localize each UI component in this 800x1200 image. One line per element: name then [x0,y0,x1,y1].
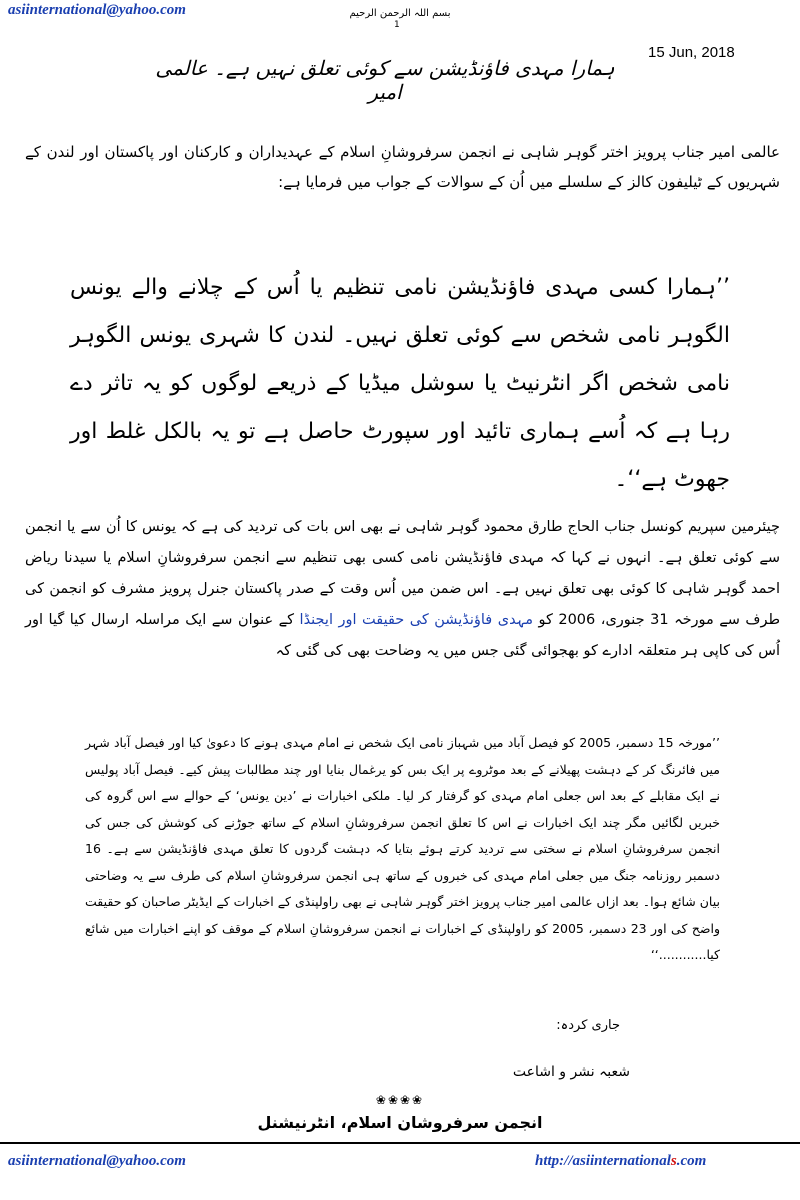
footer-divider [0,1142,800,1144]
chairman-paragraph [25,512,780,667]
url-highlight: s [670,1153,677,1169]
document-title: ہمارا مہدی فاؤنڈیشن سے کوئی تعلق نہیں ہے۔ عالمی امیر [155,56,615,104]
intro-paragraph: عالمی امیر جناب پرویز اختر گوہر شاہی نے انجمن سرفروشانِ اسلام کے عہدیداران و کارکنان اور پاکستان اور لندن کے شہریوں کے ٹیلیفون کالز کے سلسلے میں اُن کے سوالات کے جواب میں فرمایا ہے: [25,143,780,191]
page-number: 1 [394,20,400,30]
footer-website-link[interactable] [535,1153,706,1170]
organization-name: انجمن سرفروشان اسلام، انٹرنیشنل [257,1113,543,1132]
bismillah-text: بسم اللہ الرحمن الرحیم [349,8,451,19]
issued-by-label: جاری کردہ: [556,1018,620,1033]
footer-email[interactable]: asiinternational@yahoo.com [8,1153,186,1169]
header-email[interactable]: asiinternational@yahoo.com [8,2,186,18]
url-part-2: .com [676,1153,707,1169]
chairman-text-before-link: چیئرمین سپریم کونسل جناب الحاج طارق محمود گوہر شاہی نے بھی اس بات کی تردید کی ہے کہ یونس کا اُن سے یا انجمن سے کوئی تعلق ہے۔ انہوں نے کہا کہ مہدی فاؤنڈیشن نامی کسی بھی تنظیم سے انجمن سرفروشانِ اسلام یا سیدنا ریاض احمد گوہر شاہی کا کوئی بھی تعلق نہیں ہے۔ اس ضمن میں اُس وقت کے صدر پاکستان جنرل پرویز مشرف کو انجمن کی طرف سے مورخہ 31 جنوری، 2006 کو [25,519,780,628]
quote-paragraph: ’’ہمارا کسی مہدی فاؤنڈیشن نامی تنظیم یا اُس کے چلانے والے یونس الگوہر نامی شخص سے کوئی تعلق نہیں۔ لندن کا شہری یونس الگوہر نامی شخص اگر انٹرنیٹ یا سوشل میڈیا کے ذریعے لوگوں کو یہ تاثر دے رہا ہے کہ اُسے ہماری تائید اور سپورٹ حاصل ہے تو یہ بالکل غلط اور جھوٹ ہے‘‘۔ [70,275,730,492]
chairman-text-after-link: کے عنوان سے ایک مراسلہ ارسال کیا گیا اور اُس کی کاپی ہر متعلقہ ادارے کو بھجوائی گئی جس میں یہ وضاحت بھی کی گئی کہ [25,612,780,659]
letter-quote-paragraph: ’’مورخہ 15 دسمبر، 2005 کو فیصل آباد میں شہباز نامی ایک شخص نے امام مہدی ہونے کا دعویٰ کیا اور فیصل آباد شہر میں فائرنگ کر کے دہشت پھیلانے کے بعد موٹروے پر ایک بس کو یرغمال بنایا اور چند مطالبات پیش کیے۔ فیصل آباد پولیس نے ایک مقابلے کے بعد اس جعلی امام مہدی کو گرفتار کر لیا۔ ملکی اخبارات نے ’دین یونس‘ کے حوالے سے اس گروہ کی خبریں لگائیں مگر چند ایک اخبارات نے اس کا تعلق انجمن سرفروشانِ اسلام کے ساتھ جوڑنے کی کوشش کی جس کی انجمن سرفروشانِ اسلام نے سختی سے تردید کرتے ہوئے بتایا کہ دہشت گردوں کا تعلق مہدی فاؤنڈیشن سے ہے۔ 16 دسمبر روزنامہ جنگ میں جعلی امام مہدی کی خبروں کے ساتھ ہی انجمن سرفروشانِ اسلام کی طرف سے یہ وضاحتی بیان شائع ہوا۔ بعد ازاں عالمی امیر جناب پرویز اختر گوہر شاہی نے بھی راولپنڈی کے اخبارات کے ایڈیٹر صاحبان کو حقیقت واضح کی اور 23 دسمبر، 2005 کو راولپنڈی کے اخبارات نے انجمن سرفروشانِ اسلام کے موقف کو اپنے اخبارات میں شائع کیا............‘‘ [85,735,721,962]
ornament-flowers: ❀❀❀❀ [375,1093,425,1107]
url-part-1: http://asiinternational [535,1153,671,1169]
mahdi-foundation-link[interactable]: مہدی فاؤنڈیشن کی حقیقت اور ایجنڈا [299,612,533,628]
document-date: 15 Jun, 2018 [648,44,735,61]
department-name: شعبہ نشر و اشاعت [512,1064,630,1080]
